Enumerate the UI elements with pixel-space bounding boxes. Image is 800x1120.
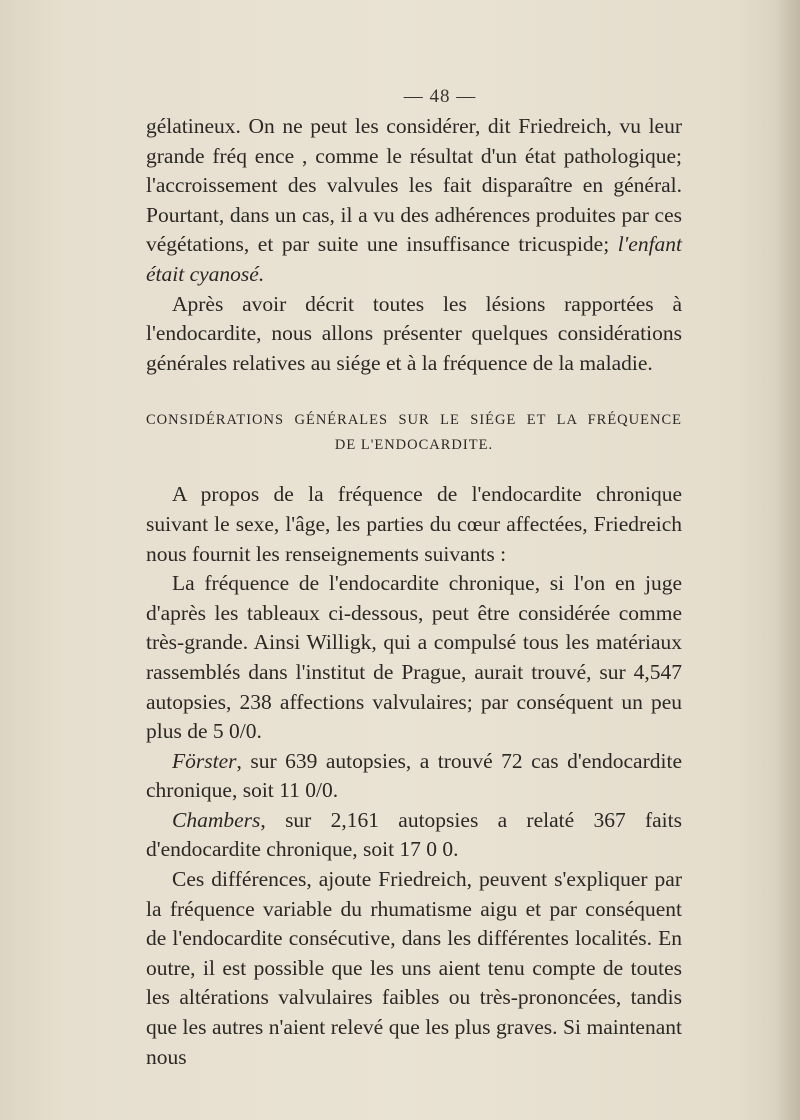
section-heading-line-2: DE L'ENDOCARDITE. <box>334 437 494 454</box>
page-number: — 48 — <box>403 86 477 107</box>
body-text <box>146 112 682 1072</box>
paragraph-5 <box>146 747 682 806</box>
paragraph-3: A propos de la fréquence de l'endocardite chronique suivant le sexe, l'âge, les parties du cœur affectées, Friedreich nous fournit les renseignements suivants : <box>146 482 682 566</box>
paragraph-5-author: Förster <box>172 748 237 773</box>
paragraph-7: Ces différences, ajoute Friedreich, peuvent s'expliquer par la fréquence variable du rhumatisme aigu et par conséquent de l'endocardite consécutive, dans les différentes localités. En outre, il est possible que les uns aient tenu compte de toutes les altérations valvulaires faibles ou très-prononcées, tandis que les autres n'aient relevé que les plus graves. Si maintenant nous <box>146 867 682 1069</box>
section-heading-line-1: CONSIDÉRATIONS GÉNÉRALES SUR LE SIÉGE ET LA FRÉQUENCE <box>146 412 682 429</box>
paragraph-2: Après avoir décrit toutes les lésions rapportées à l'endocardite, nous allons présenter quelques considérations générales relatives au siége et à la fréquence de la maladie. <box>146 291 682 375</box>
paragraph-6-author: Chambers <box>172 807 261 832</box>
paragraph-1-text: gélatineux. On ne peut les considérer, dit Friedreich, vu leur grande fréq ence , comme le résultat d'un état pathologique; l'accroissement des valvules les fait disparaître en général. Pourtant, dans un cas, il a vu des adhérences produites par ces végétations, et par suite une insuffisance tricuspide; <box>146 114 682 257</box>
paragraph-6-text: , sur 2,161 autopsies a relaté 367 faits d'endocardite chronique, soit 17 0 0. <box>146 807 682 862</box>
paragraph-1-italic: l'enfant était cyanosé. <box>146 232 683 286</box>
paragraph-1 <box>146 112 682 290</box>
paragraph-4: La fréquence de l'endocardite chronique, si l'on en juge d'après les tableaux ci-dessous, peut être considérée comme très-grande. Ainsi Willigk, qui a compulsé tous les matériaux rassemblés dans l'institut de Prague, aurait trouvé, sur 4,547 autopsies, 238 affections valvulaires; par conséquent un peu plus de 5 0/0. <box>146 571 682 744</box>
paragraph-6 <box>146 806 682 865</box>
paragraph-5-text: , sur 639 autopsies, a trouvé 72 cas d'endocardite chronique, soit 11 0/0. <box>146 748 682 803</box>
section-heading <box>146 408 682 458</box>
